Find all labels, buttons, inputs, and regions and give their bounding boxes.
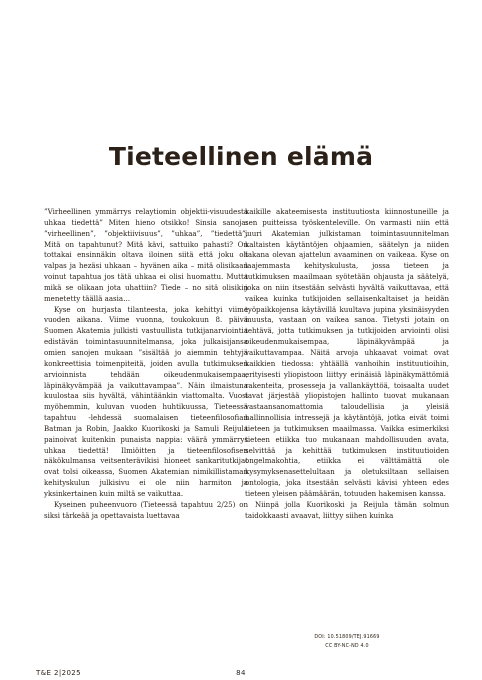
doi-block [245, 634, 449, 651]
right-paragraph-1: kaikille akateemisesta instituutiosta kiinnostuneille ja sen puitteissa työskenteleville. On varmasti niin että juuri Akatemian julkistaman toimintasuunnitelman kaltaisten käytäntöjen ohjaamien, säätelyn ja niiden takana olevan ajattelun avaaminen on vaikeaa. Kyse on laajemmasta kehityskulusta, jossa tieteen ja tutkimuksen maailmaan syötetään ohjausta ja säätelyä, joka on niin itsestään selvästi hyvältä vaikuttavaa, että vaikea kuinka tutkijoiden sellaisenkaltaiset ja heidän työpaikkojensa käytävillä kuultava jupina yksinäisyyden muusta, vastaan on vaikea sanoa. Tietysti jotain on tehtävä, jotta tutkimuksen ja tutkijoiden arviointi olisi oikeudenmukaisempaa, läpinäkyvämpää ja vaikuttavampaa. Näitä arvoja uhkaavat voimat ovat kaikkien tiedossa: yhtäällä vanhoihin instituutioihin, erityisesti yliopistoon liittyy erinäisiä läpinäkymättömiä rakenteita, prosesseja ja vallankäyttöä, toisaalta uudet tavat järjestää yliopistojen hallinto tuovat mukanaan vastaansanomattomia taloudellisia ja yleisiä hallinnollisia intressejä ja käytäntöjä, jotka eivät toimi tieteen ja tutkimuksen maailmassa. Vaikka esimerkiksi tieteen etiikka tuo mukanaan mahdollisuuden avata, selvittää ja kehittää tutkimuksen instituutioiden ongelmakohtia, etiikka ei välttämättä ole kysymyksenasettelultaan ja oletuksiltaan sellaisen ontologia, joka itsestään selvästi kävisi yhteen edes tieteen yleisen päämäärän, totuuden hakemisen kanssa. [245, 207, 449, 498]
license-label: CC BY-NC-ND 4.0 [325, 643, 369, 649]
right-column [245, 207, 449, 521]
page-number: 84 [236, 669, 246, 677]
doi-link[interactable]: DOI: 10.51809/TEJ.91669 [314, 635, 380, 640]
left-paragraph-2: Kyse on hurjasta tilanteesta, joka kehittyi viime vuoden aikana. Viime vuonna, toukokuun 8. päivä Suomen Akatemia julkisti vastuullista tutkijanarviointia edistävän toimintasuunnitelmansa, joka julkaisijansa omien sanojen mukaan ”sisältää jo aiemmin tehtyjä konkreettisia toimenpiteitä, joiden avulla tutkimuksen arvioinnista tehdään oikeudenmukaisempaa, läpinäkyvämpää ja vaikuttavampaa”. Näin ilmaistuna kuulostaa siis hyvältä, vähintäänkin viattomalta. Vuosi myöhemmin, kuluvan vuoden huhtikuussa, Tieteessä tapahtuu -lehdessä suomalaisen tieteenfilosofian Batman ja Robin, Jaakko Kuorikoski ja Samuli Reijula painoivat kuitenkin punaista nappia: väärä ymmärrys uhkaa tiedettä! Ilmiöitten ja tieteenfilosofisen näkökulmansa veitsenterävikisi hioneet sankaritutkijat ovat tolsi oikeassa, Suomen Akatemian nimikillistaman kehityskulun julkisivu ei ole niin harmiton ja yksinkertainen kuin miltä se vaikuttaa. [44, 304, 248, 498]
journal-issue-label: T&E 2|2025 [36, 669, 82, 677]
left-paragraph-3: Kyseinen puheenvuoro (Tieteessä tapahtuu 2/25) on siksi tärkeää ja opettavaista luettavaa [44, 499, 248, 520]
left-paragraph-1: ”Virheellinen ymmärrys relaytiomin objektii-visuudesta uhkaa tiedettä” Miten hieno otsikko! Sinsia sanoja: ”virheellinen”, ”objektiivisuus”, ”uhkaa”, ”tiedettä”. Mitä on tapahtunut? Mitä kävi, sattuiko pahasti? On tottakai ensinnäkin oltava iloinen siitä että joku oli valpas ja hezäsi uhkaan – hyvänen aika – mitä olisikaan voinut tapahtua jos tätä uhkaa ei olisi huomattu. Mutta mikä se olikaan jota uhattiin? Tiede – no sitä olisikin menetetty täällä aasia… [44, 207, 248, 303]
right-paragraph-2: Niinpä jolla Kuorikoski ja Reijula tämän solmun taidokkaasti avaavat, liittyy siihen kuinka [245, 499, 449, 520]
article-title: Tieteellinen elämä [108, 142, 374, 171]
left-column [44, 207, 248, 521]
